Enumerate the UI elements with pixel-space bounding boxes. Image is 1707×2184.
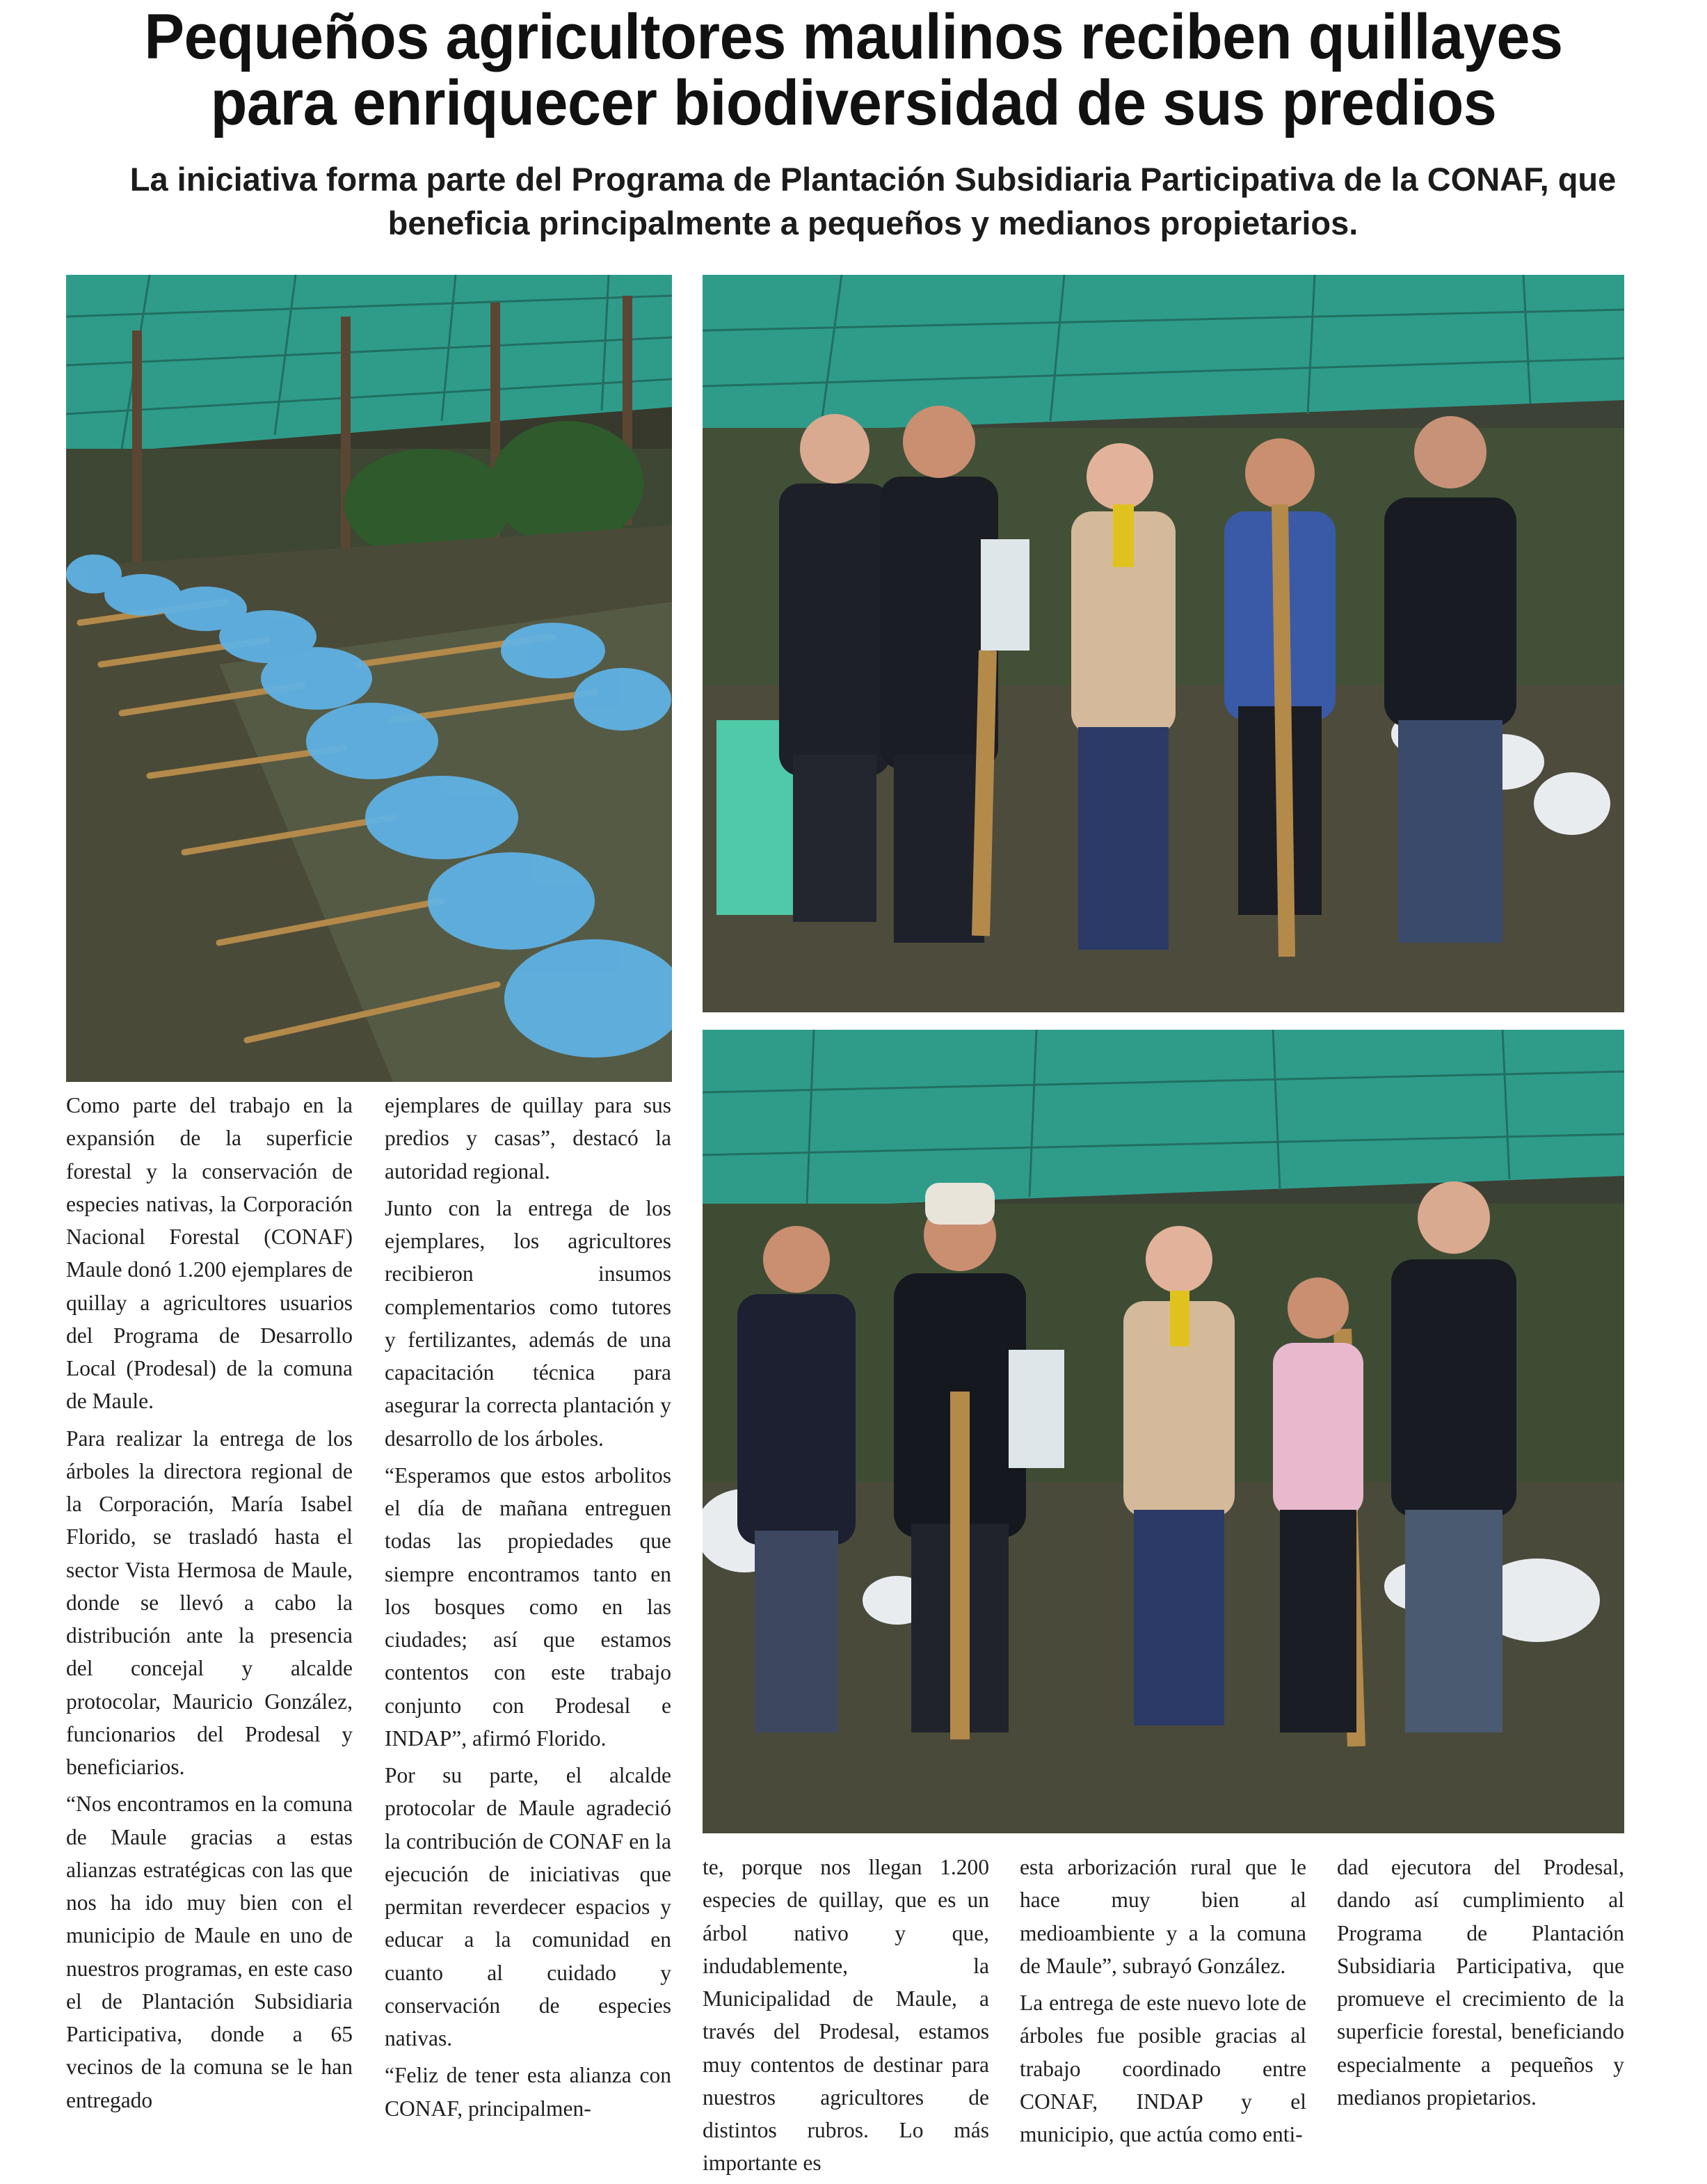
article-paragraph: Junto con la entrega de los ejemplares, los agricultores recibieron insumos complementarios como tutores y fertilizantes, además de una capacitación técnica para asegurar la correcta plantación y desarrollo de los árboles. [385,1195,671,1451]
photo-saplings [66,275,672,1082]
photo-group-bottom [703,1030,1624,1833]
article-paragraph: dad ejecutora del Prodesal, dando así cumplimiento al Programa de Plantación Subsidiaria Participativa, que promueve el crecimiento de la superficie forestal, beneficiando especialmente a pequeños y medianos propietarios. [1337,1855,1624,2110]
article-column-5 [1337,1851,1624,2118]
article-paragraph: esta arborización rural que le hace muy bien al medioambiente y a la comuna de Maule”, subrayó González. [1020,1855,1306,1978]
article-paragraph: Para realizar la entrega de los árboles la directora regional de la Corporación, María Isabel Florido, se trasladó hasta el sector Vista Hermosa de Maule, donde se llevó a cabo la distribución ante la presencia del concejal y alcalde protocolar, Mauricio González, funcionarios del Prodesal y beneficiarios. [66,1426,353,1779]
article-column-1 [66,1089,353,2121]
article-paragraph: “Nos encontramos en la comuna de Maule gracias a estas alianzas estratégicas con las que nos ha ido muy bien con el municipio de Maule en uno de nuestros programas, en este caso el de Plantación Subsidiaria Participativa, donde a 65 vecinos de la comuna se le han entregado [66,1792,353,2112]
article-subheadline: La iniciativa forma parte del Programa de Plantación Subsidiaria Participativa de la CONAF, que beneficia principalmente a pequeños y medianos propietarios. [129,161,1617,242]
article-headline: Pequeños agricultores maulinos reciben quillayes para enriquecer biodiversidad de sus predios [144,1,1563,138]
article-column-4 [1020,1851,1306,2155]
article-paragraph: La entrega de este nuevo lote de árboles fue posible gracias al trabajo coordinado entre CONAF, INDAP y el municipio, que actúa como enti- [1020,1991,1306,2146]
article-paragraph: ejemplares de quillay para sus predios y casas”, destacó la autoridad regional. [385,1093,671,1183]
article-paragraph: Por su parte, el alcalde protocolar de Maule agradeció la contribución de CONAF en la ejecución de iniciativas que permitan reverdecer espacios y educar a la comunidad en cuanto al cuidado y conservación de especies nativas. [385,1763,671,2050]
article-paragraph: Como parte del trabajo en la expansión de la superficie forestal y la conservación de especies nativas, la Corporación Nacional Forestal (CONAF) Maule donó 1.200 ejemplares de quillay a agricultores usuarios del Programa de Desarrollo Local (Prodesal) de la comuna de Maule. [66,1093,353,1414]
article-paragraph: te, porque nos llegan 1.200 especies de quillay, que es un árbol nativo y que, indudablemente, la Municipalidad de Maule, a través del Prodesal, estamos muy contentos de destinar para nuestros agricultores de distintos rubros. Lo más importante es [703,1855,989,2176]
article-column-2 [385,1089,671,2129]
article-paragraph: “Esperamos que estos arbolitos el día de mañana entreguen todas las propiedades que siempre encontramos tanto en los bosques como en las ciudades; así que estamos contentos con este trabajo conjunto con Prodesal e INDAP”, afirmó Florido. [385,1462,671,1751]
article-column-3 [703,1851,989,2184]
article-paragraph: “Feliz de tener esta alianza con CONAF, principalmen- [385,2063,671,2121]
photo-group-top [703,275,1624,1012]
